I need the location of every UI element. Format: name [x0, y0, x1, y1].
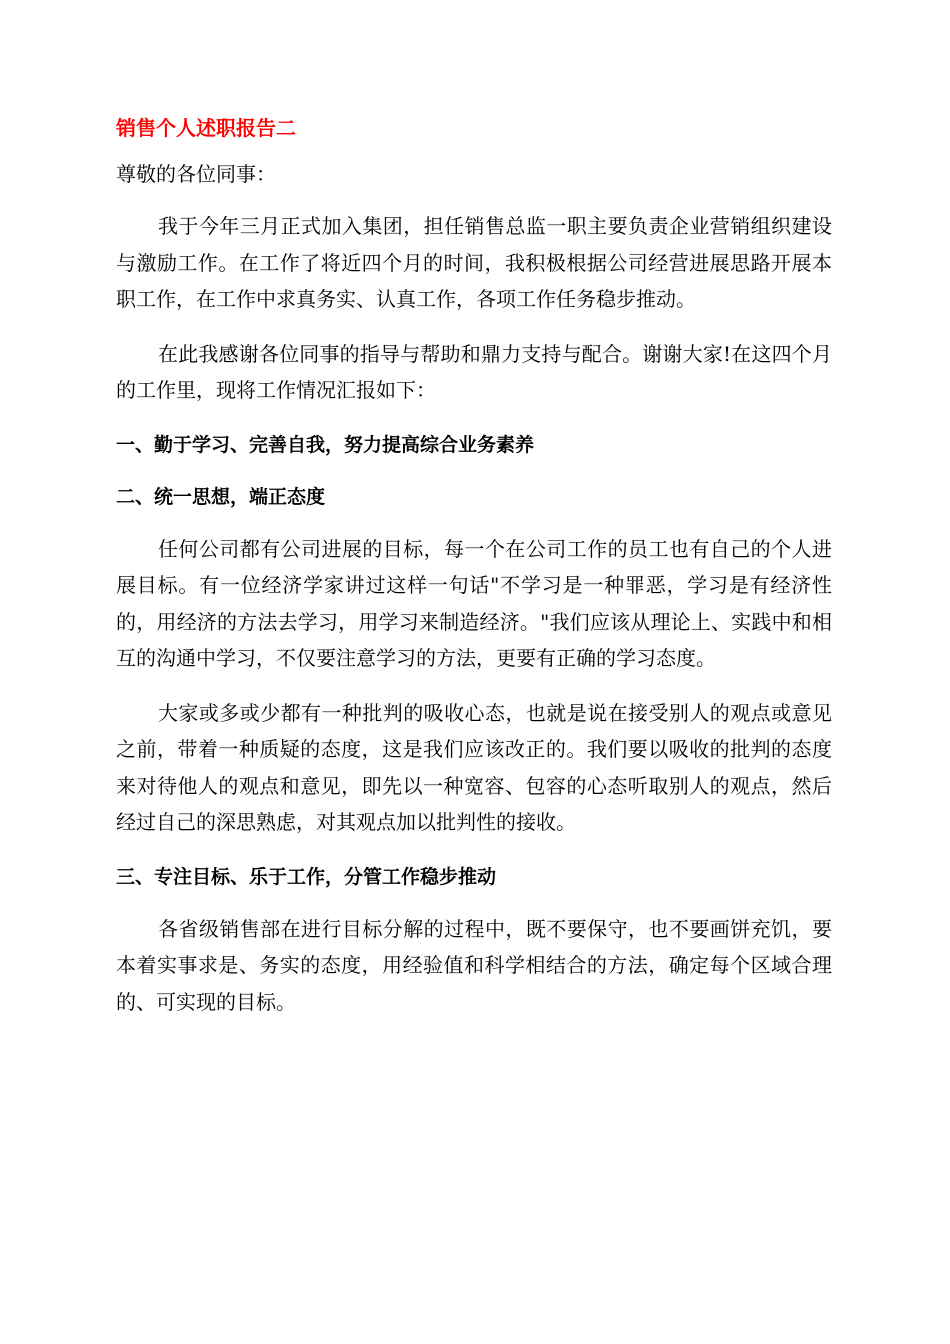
paragraph-goals: 任何公司都有公司进展的目标，每一个在公司工作的员工也有自己的个人进展目标。有一位经济学家讲过这样一句话"不学习是一种罪恶，学习是有经济性的，用经济的方法去学习，用学习来制造经济。"我们应该从理论上、实践中和相互的沟通中学习，不仅要注意学习的方法，更要有正确的学习态度。: [116, 536, 832, 670]
document-page: [116, 110, 832, 1038]
salutation: 尊敬的各位同事：: [116, 162, 276, 186]
paragraph-intro: 我于今年三月正式加入集团，担任销售总监一职主要负责企业营销组织建设与激励工作。在工作了将近四个月的时间，我积极根据公司经营进展思路开展本职工作，在工作中求真务实、认真工作，各项工作任务稳步推动。: [116, 214, 832, 311]
section-heading-1: 一、勤于学习、完善自我，努力提高综合业务素养: [116, 433, 535, 456]
section-heading-3: 三、专注目标、乐于工作，分管工作稳步推动: [116, 865, 497, 888]
document-title: 销售个人述职报告二: [116, 116, 296, 140]
paragraph-attitude: 大家或多或少都有一种批判的吸收心态，也就是说在接受别人的观点或意见之前，带着一种质疑的态度，这是我们应该改正的。我们要以吸收的批判的态度来对待他人的观点和意见，即先以一种宽容、包容的心态听取别人的观点，然后经过自己的深思熟虑，对其观点加以批判性的接收。: [116, 700, 832, 834]
section-heading-2: 二、统一思想，端正态度: [116, 485, 326, 508]
paragraph-thanks: 在此我感谢各位同事的指导与帮助和鼎力支持与配合。谢谢大家!在这四个月的工作里，现将工作情况汇报如下：: [116, 341, 832, 402]
paragraph-targets: 各省级销售部在进行目标分解的过程中，既不要保守，也不要画饼充饥，要本着实事求是、务实的态度，用经验值和科学相结合的方法，确定每个区域合理的、可实现的目标。: [116, 916, 832, 1014]
